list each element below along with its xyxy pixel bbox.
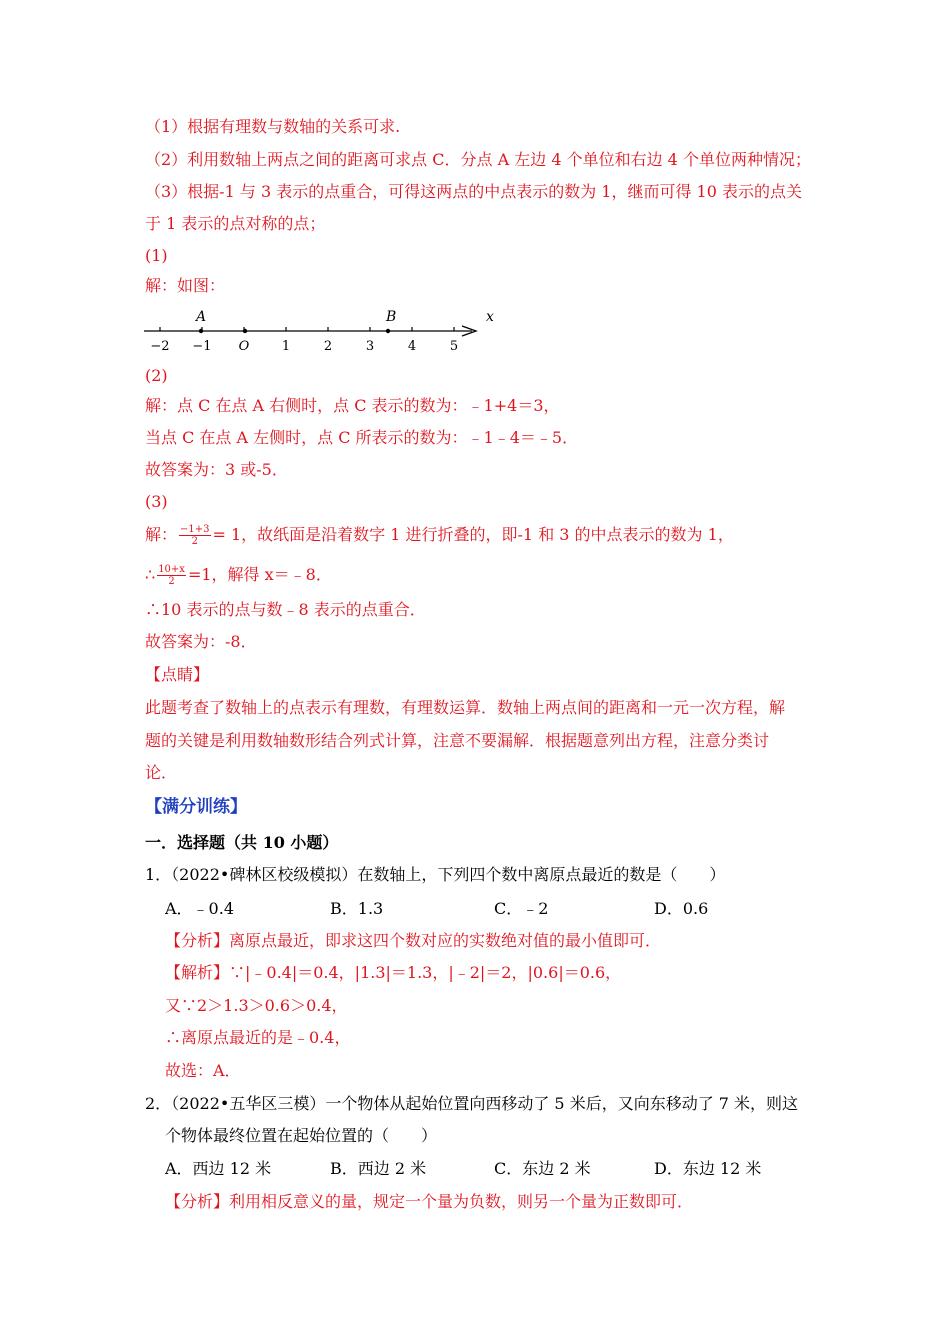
comment-line-2: 题的关键是利用数轴数形结合列式计算，注意不要漏解．根据题意列出方程，注意分类讨 <box>145 731 770 750</box>
q2-analysis: 【分析】利用相反意义的量，规定一个量为负数，则另一个量为正数即可． <box>165 1192 694 1211</box>
point-a-dot <box>199 329 203 333</box>
q2-stem-1: 2．（2022•五华区三模）一个物体从起始位置向西移动了 5 米后，又向东移动了 7 米，则这 <box>145 1094 799 1113</box>
part2-line-2: 当点 C 在点 A 左侧时，点 C 所表示的数为：﹣1﹣4＝﹣5． <box>145 428 579 447</box>
part3-suffix-2: =1，解得 x＝﹣8． <box>187 565 332 584</box>
training-heading: 【满分训练】 <box>145 797 247 817</box>
tick-label: 4 <box>407 339 417 354</box>
point-b-dot <box>386 329 390 333</box>
part3-line-4: 故答案为：-8． <box>145 632 257 651</box>
part2-line-1: 解：点 C 在点 A 右侧时，点 C 表示的数为：﹣1+4＝3， <box>145 396 560 415</box>
part3-line-3: ∴10 表示的点与数﹣8 表示的点重合． <box>145 600 426 619</box>
part1-solution: 解：如图： <box>145 276 226 295</box>
q1-solution-1: 【解析】∵|﹣0.4|＝0.4，|1.3|＝1.3，|﹣2|＝2，|0.6|＝0.6， <box>165 963 622 982</box>
comment-heading: 【点睛】 <box>145 665 210 684</box>
analysis-line-3: （3）根据-1 与 3 表示的点重合，可得这两点的中点表示的数为 1，继而可得 10 表示的点关 <box>145 182 803 201</box>
q1-option-a: A．﹣0.4 <box>165 899 235 918</box>
q2-stem-2: 个物体最终位置在起始位置的（ ） <box>165 1126 438 1145</box>
part3-line-2 <box>145 564 332 587</box>
q1-analysis: 【分析】离原点最近，即求这四个数对应的实数绝对值的最小值即可． <box>165 931 662 950</box>
tick-label: −1 <box>192 339 212 354</box>
fraction-2-numerator: 10+x <box>158 564 185 575</box>
fraction-1-denominator: 2 <box>191 536 198 547</box>
analysis-line-1: （1）根据有理数与数轴的关系可求. <box>145 117 401 136</box>
q2-option-b: B．西边 2 米 <box>330 1159 427 1178</box>
part3-suffix-1: = 1，故纸面是沿着数字 1 进行折叠的，即-1 和 3 的中点表示的数为 1， <box>212 525 734 544</box>
part3-label: (3) <box>145 492 168 511</box>
part3-prefix-2: ∴ <box>145 565 156 584</box>
analysis-line-2: （2）利用数轴上两点之间的距离可求点 C．分点 A 左边 4 个单位和右边 4 个单位两种情况； <box>145 150 811 169</box>
q1-solution-3: ∴离原点最近的是﹣0.4， <box>165 1028 351 1047</box>
tick-label: −2 <box>150 339 170 354</box>
tick-label: 3 <box>365 339 375 354</box>
fraction-2 <box>157 564 186 587</box>
tick-label: 1 <box>281 339 291 354</box>
number-line-figure <box>140 304 510 356</box>
point-a-label: A <box>196 309 207 325</box>
q1-stem: 1．（2022•碑林区校级模拟）在数轴上，下列四个数中离原点最近的数是（ ） <box>145 865 726 884</box>
q2-option-c: C．东边 2 米 <box>494 1159 591 1178</box>
q1-option-d: D．0.6 <box>654 899 709 918</box>
section-heading: 一．选择题（共 10 小题） <box>145 833 339 852</box>
fraction-1-numerator: −1+3 <box>180 524 210 535</box>
fraction-2-denominator: 2 <box>168 576 175 587</box>
point-b-label: B <box>386 309 397 325</box>
q1-option-b: B．1.3 <box>330 899 384 918</box>
origin-dot <box>243 329 247 333</box>
part3-line-1 <box>145 524 734 547</box>
q1-option-c: C．﹣2 <box>494 899 549 918</box>
q2-option-a: A．西边 12 米 <box>165 1159 272 1178</box>
part2-line-3: 故答案为：3 或-5． <box>145 460 288 479</box>
analysis-line-4: 于 1 表示的点对称的点； <box>145 214 326 233</box>
comment-line-1: 此题考查了数轴上的点表示有理数，有理数运算．数轴上两点间的距离和一元一次方程，解 <box>145 698 786 717</box>
q1-solution-2: 又∵2＞1.3＞0.6＞0.4， <box>165 996 348 1015</box>
q2-option-d: D．东边 12 米 <box>654 1159 762 1178</box>
tick-label: 5 <box>449 339 459 354</box>
fraction-1 <box>179 524 210 547</box>
q1-solution-4: 故选：A． <box>165 1061 241 1080</box>
comment-line-3: 论． <box>145 763 178 782</box>
tick-label: O <box>238 339 250 354</box>
part2-label: (2) <box>145 366 168 385</box>
part3-prefix-1: 解： <box>145 525 178 544</box>
part1-label: (1) <box>145 246 168 265</box>
tick-label: 2 <box>323 339 333 354</box>
axis-label-x: x <box>486 309 494 325</box>
